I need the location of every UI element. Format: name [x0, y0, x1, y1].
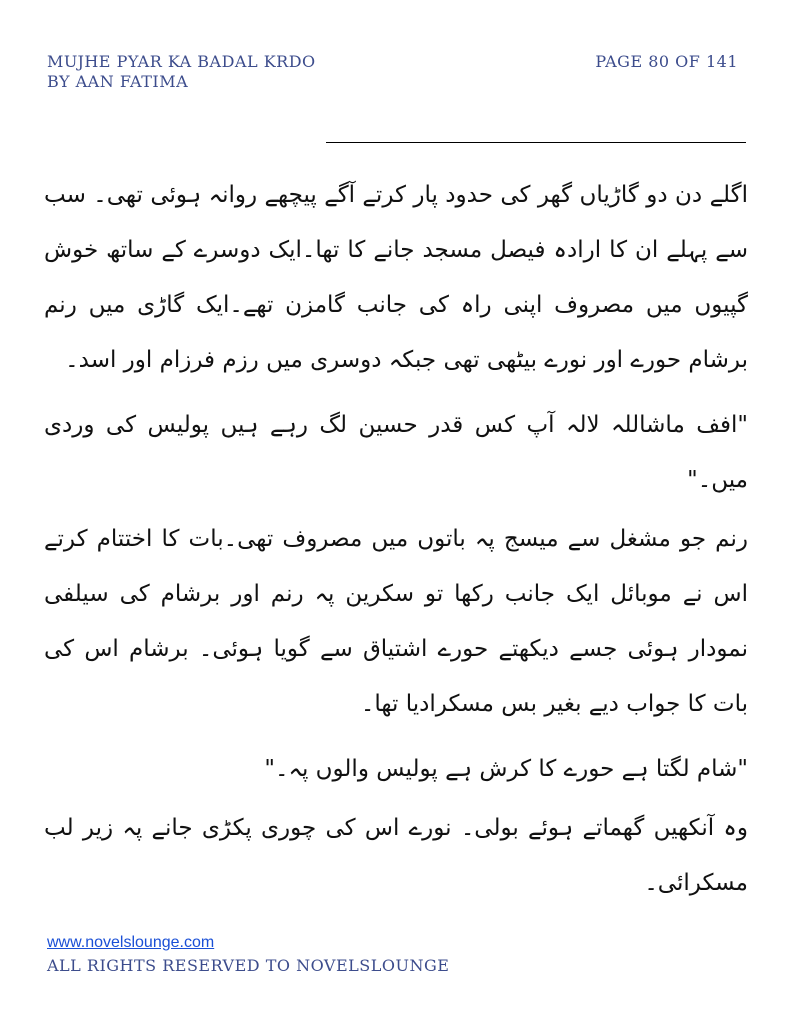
document-title: MUJHE PYAR KA BADAL KRDO — [47, 52, 316, 71]
paragraph-2: "افف ماشاللہ لالہ آپ کس قدر حسین لگ رہے ہیں پولیس کی وردی میں۔" — [44, 412, 748, 493]
story-body — [44, 168, 748, 921]
page-number: PAGE 80 OF 141 — [595, 52, 738, 71]
header-divider — [326, 142, 746, 143]
paragraph-1: اگلے دن دو گاڑیاں گھر کی حدود پار کرتے آگے پیچھے روانہ ہوئی تھی۔ سب سے پہلے ان کا ارادہ فیصل مسجد جانے کا تھا۔ایک دوسرے کے ساتھ خوش گپیوں میں مصروف اپنی راہ کی جانب گامزن تھے۔ایک گاڑی میں رنم برشام حورے اور نورے بیٹھی تھی جبکہ دوسری میں رزم فرزام اور اسد۔ — [44, 182, 748, 373]
copyright-notice: ALL RIGHTS RESERVED TO NOVELSLOUNGE — [47, 956, 450, 975]
website-link[interactable]: www.novelslounge.com — [47, 934, 215, 951]
paragraph-5: وہ آنکھیں گھماتے ہوئے بولی۔ نورے اس کی چوری پکڑی جانے پہ زیر لب مسکرائی۔ — [44, 815, 748, 896]
paragraph-3: رنم جو مشغل سے میسج پہ باتوں میں مصروف تھی۔بات کا اختتام کرتے اس نے موبائل ایک جانب رکھا تو سکرین پہ رنم اور برشام کی سیلفی نمودار ہوئی جسے دیکھتے حورے اشتیاق سے گویا ہوئی۔ برشام اس کی بات کا جواب دیے بغیر بس مسکرادیا تھا۔ — [44, 526, 748, 717]
paragraph-4: "شام لگتا ہے حورے کا کرش ہے پولیس والوں پہ۔" — [264, 756, 748, 782]
document-author: BY AAN FATIMA — [47, 72, 189, 91]
